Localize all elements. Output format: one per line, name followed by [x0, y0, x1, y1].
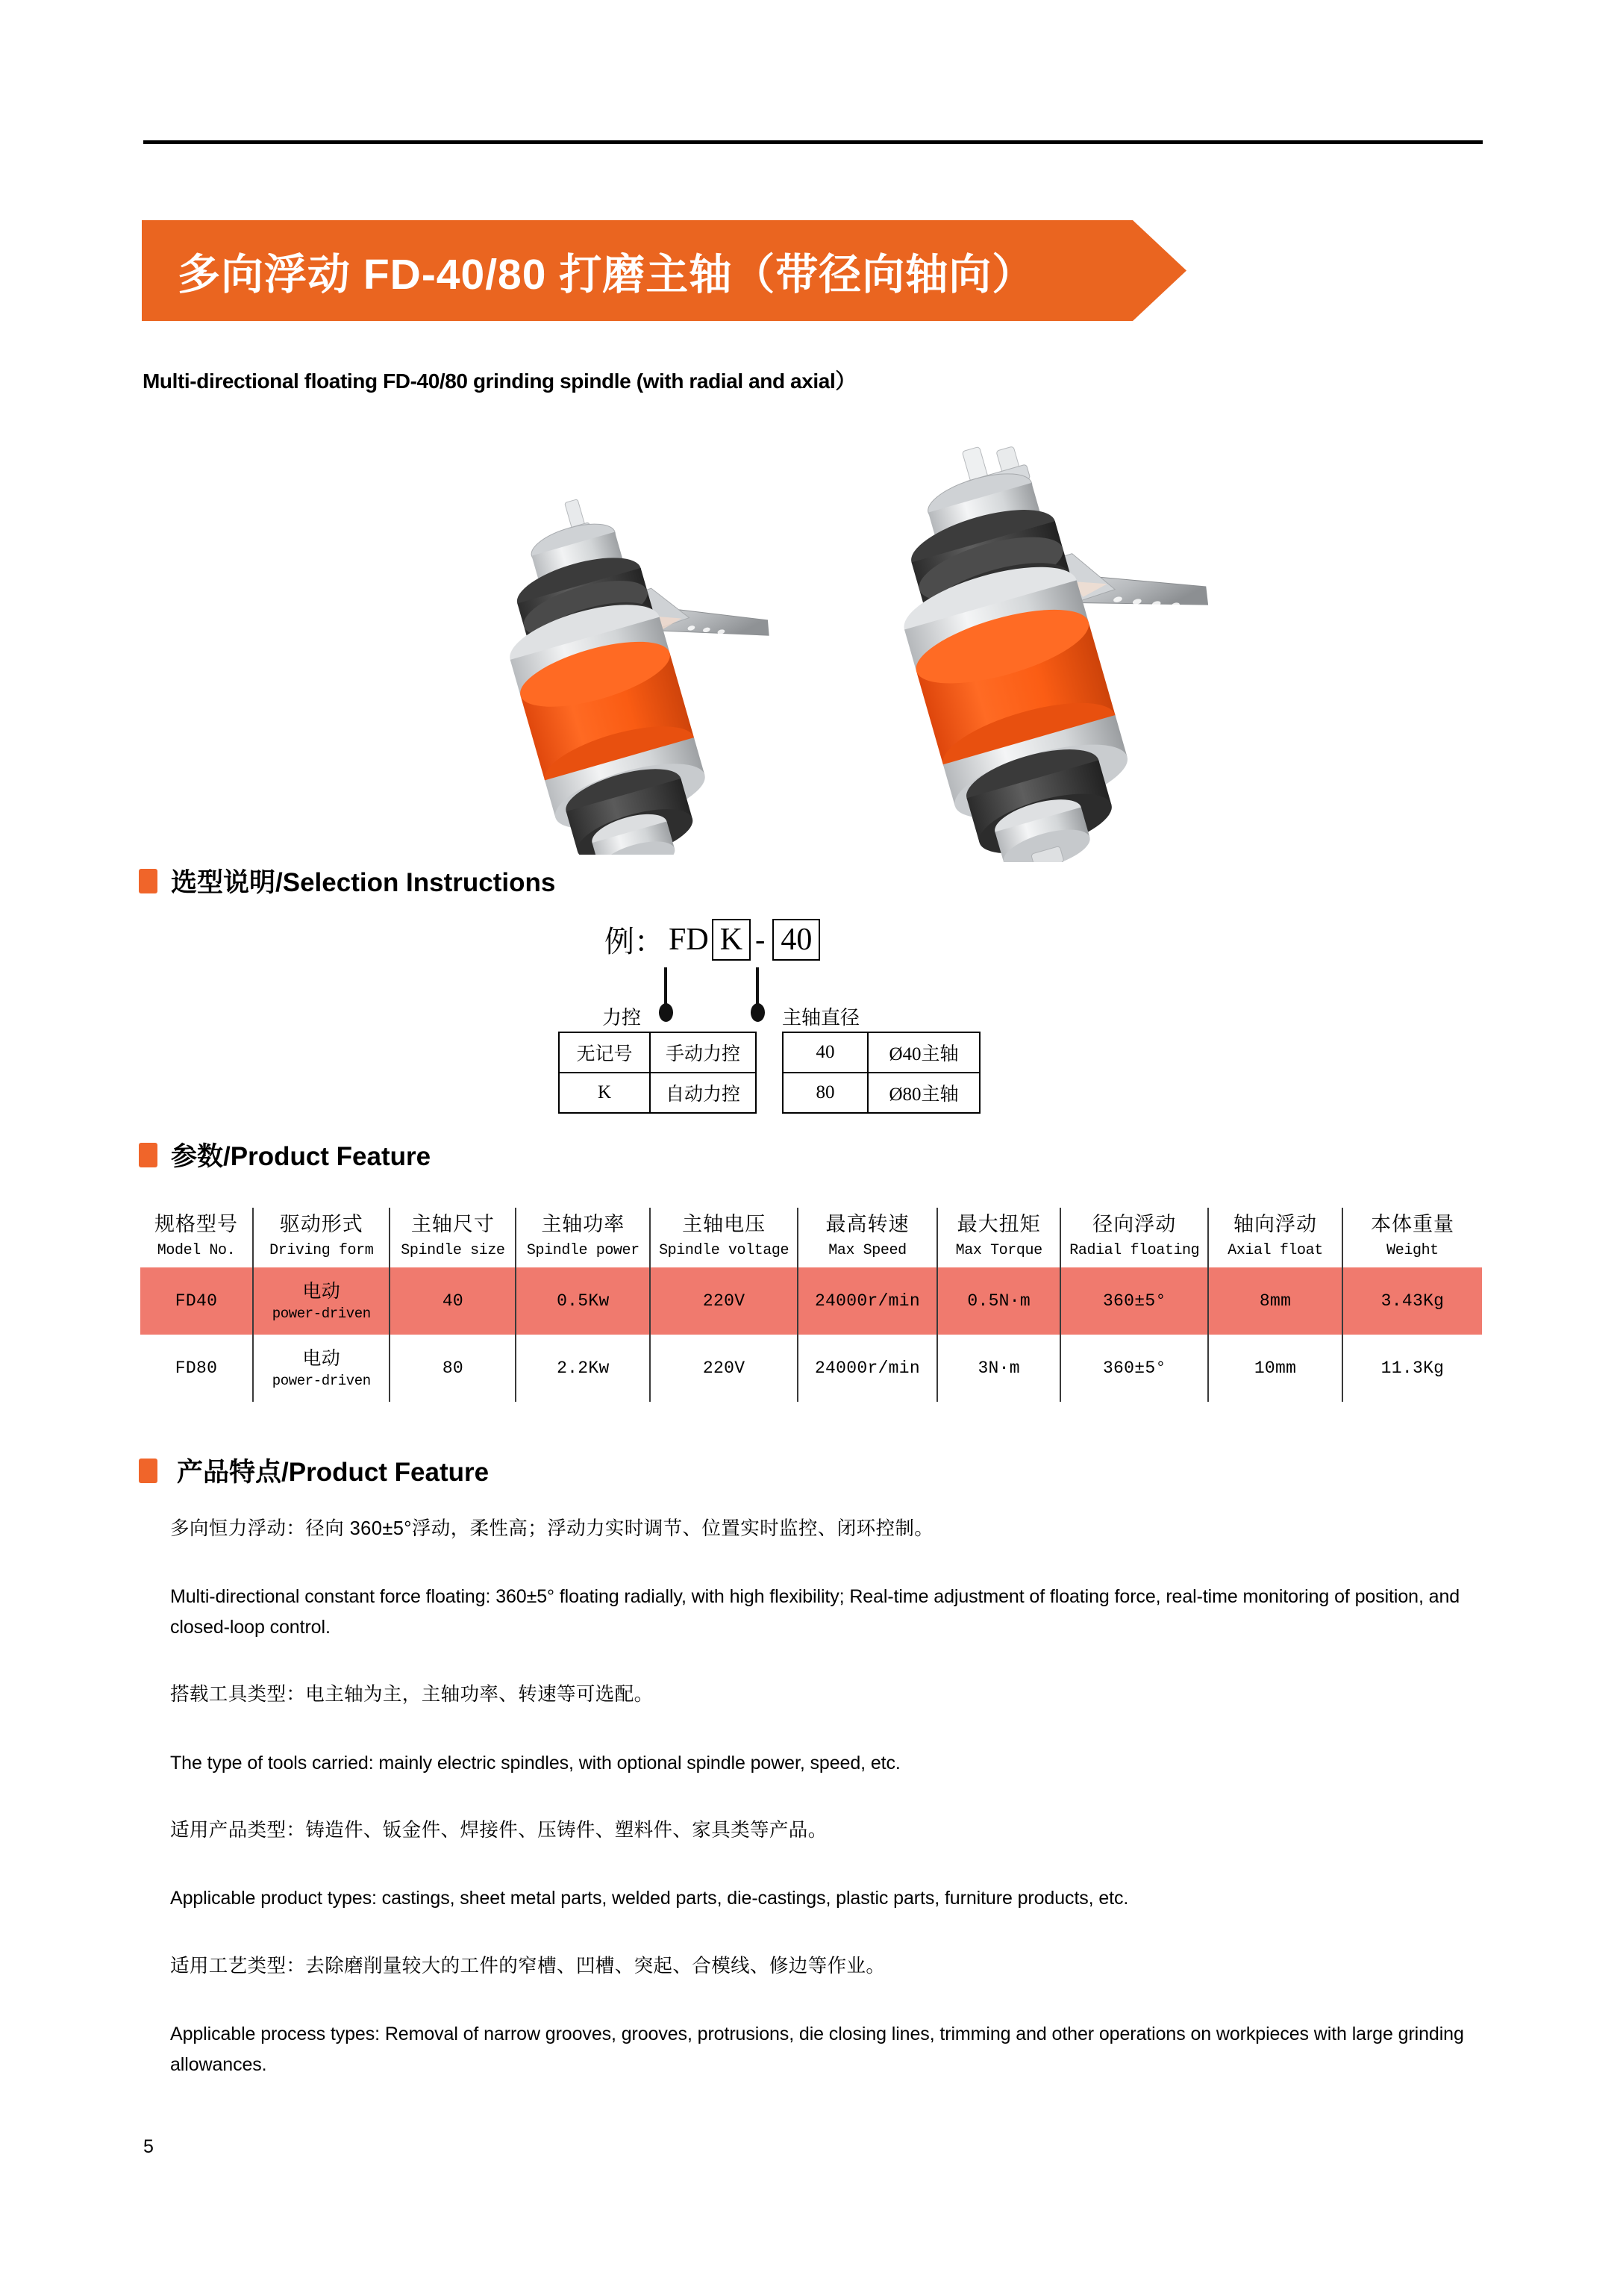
feature-paragraph-en-2: The type of tools carried: mainly electric spindles, with optional spindle power, speed, etc. — [170, 1752, 901, 1774]
section-heading-selection-label: 选型说明/Selection Instructions — [171, 868, 556, 897]
code-base: FD — [669, 922, 709, 957]
product-image-fd80 — [866, 429, 1254, 862]
col-header-radial-floating: 径向浮动 Radial floating — [1060, 1208, 1208, 1267]
cell-model: FD40 — [140, 1267, 253, 1335]
spindle-diameter-table — [782, 1032, 981, 1114]
cell-radial-floating: 360±5° — [1060, 1335, 1208, 1402]
leader-line-left — [664, 967, 667, 1006]
cell-max-speed: 24000r/min — [798, 1335, 937, 1402]
product-parameter-table — [140, 1208, 1482, 1402]
cell-code: 80 — [783, 1073, 868, 1113]
selection-code-diagram — [567, 918, 1060, 1120]
feature-paragraph-cn-4: 适用工艺类型：去除磨削量较大的工件的窄槽、凹槽、突起、合模线、修边等作业。 — [170, 1955, 886, 1977]
col-header-max-speed: 最高转速 Max Speed — [798, 1208, 937, 1267]
cell-meaning: Ø40主轴 — [868, 1032, 980, 1073]
force-control-table — [558, 1032, 757, 1114]
col-header-spindle-size: 主轴尺寸 Spindle size — [390, 1208, 516, 1267]
cell-weight: 11.3Kg — [1380, 1358, 1445, 1378]
leader-label-spindle-diameter: 主轴直径 — [782, 1007, 860, 1029]
cell-meaning: 手动力控 — [650, 1032, 756, 1073]
square-bullet-icon — [139, 1459, 157, 1483]
col-header-axial-float: 轴向浮动 Axial float — [1208, 1208, 1342, 1267]
section-heading-features-label: 产品特点/Product Feature — [177, 1458, 490, 1487]
feature-paragraph-en-1: Multi-directional constant force floating: 360±5° floating radially, with high flexibility; Real-time adjustment of floating force, real-time monitoring of position, and closed-loop control. — [170, 1586, 1460, 1638]
cell-meaning: Ø80主轴 — [868, 1073, 980, 1113]
cell-spindle-size: 40 — [390, 1267, 516, 1335]
cell-spindle-voltage: 220V — [650, 1267, 798, 1335]
cell-meaning: 自动力控 — [650, 1073, 756, 1113]
cell-model: FD80 — [140, 1335, 253, 1402]
example-prefix: 例： — [604, 925, 664, 958]
cell-spindle-power: 2.2Kw — [516, 1335, 650, 1402]
cell-max-speed: 24000r/min — [798, 1267, 937, 1335]
product-photos — [418, 407, 1351, 877]
col-header-model: 规格型号 Model No. — [140, 1208, 253, 1267]
cell-code: K — [559, 1073, 650, 1113]
leader-dot-left — [659, 1003, 673, 1022]
product-image-fd40 — [478, 481, 821, 855]
square-bullet-icon — [139, 1143, 157, 1167]
feature-paragraph-en-4: Applicable process types: Removal of narrow grooves, grooves, protrusions, die closing lines, trimming and other operations on workpieces with large grinding allowances. — [170, 2024, 1464, 2075]
table-row — [140, 1335, 1482, 1402]
cell-code: 无记号 — [559, 1032, 650, 1073]
cell-spindle-voltage: 220V — [650, 1335, 798, 1402]
table-row — [559, 1032, 756, 1073]
page-subtitle-english: Multi-directional floating FD-40/80 grinding spindle (with radial and axial） — [143, 369, 856, 393]
col-header-spindle-power: 主轴功率 Spindle power — [516, 1208, 650, 1267]
leader-label-force-control: 力控 — [602, 1007, 642, 1029]
cell-code: 40 — [783, 1032, 868, 1073]
code-box-number: 40 — [772, 919, 820, 961]
square-bullet-icon — [139, 869, 157, 893]
col-header-spindle-voltage: 主轴电压 Spindle voltage — [650, 1208, 798, 1267]
leader-line-right — [756, 967, 759, 1006]
cell-weight: 3.43Kg — [1342, 1267, 1482, 1335]
section-heading-selection — [139, 862, 555, 899]
page-number: 5 — [143, 2136, 154, 2157]
col-header-driving-form: 驱动形式 Driving form — [253, 1208, 390, 1267]
cell-axial-float: 8mm — [1208, 1267, 1342, 1335]
table-row — [140, 1267, 1482, 1335]
section-heading-parameters-label: 参数/Product Feature — [171, 1142, 431, 1171]
page-title: 多向浮动 FD-40/80 打磨主轴（带径向轴向） — [178, 250, 1036, 299]
col-header-max-torque: 最大扭矩 Max Torque — [937, 1208, 1060, 1267]
model-code-formula — [604, 918, 820, 961]
table-header-row — [140, 1208, 1482, 1267]
table-row — [783, 1073, 980, 1113]
feature-paragraph-cn-1: 多向恒力浮动：径向 360±5°浮动，柔性高；浮动力实时调节、位置实时监控、闭环控制。 — [170, 1518, 934, 1539]
cell-spindle-size: 80 — [390, 1335, 516, 1402]
section-heading-features — [139, 1452, 489, 1489]
cell-driving-form: 电动 power-driven — [253, 1335, 390, 1402]
section-heading-parameters — [139, 1136, 431, 1173]
col-header-weight: 本体重量 Weight — [1370, 1213, 1454, 1259]
cell-driving-form: 电动 power-driven — [253, 1267, 390, 1335]
table-row — [559, 1073, 756, 1113]
cell-max-torque: 3N·m — [937, 1335, 1060, 1402]
leader-dot-right — [751, 1003, 765, 1022]
cell-spindle-power: 0.5Kw — [516, 1267, 650, 1335]
feature-paragraph-cn-3: 适用产品类型：铸造件、钣金件、焊接件、压铸件、塑料件、家具类等产品。 — [170, 1820, 828, 1841]
cell-max-torque: 0.5N·m — [937, 1267, 1060, 1335]
feature-paragraphs — [170, 1514, 1485, 2117]
cell-axial-float: 10mm — [1208, 1335, 1342, 1402]
header-rule — [143, 140, 1483, 144]
feature-paragraph-en-3: Applicable product types: castings, sheet metal parts, welded parts, die-castings, plastic parts, furniture products, etc. — [170, 1888, 1129, 1909]
cell-radial-floating: 360±5° — [1060, 1267, 1208, 1335]
code-dash: - — [755, 923, 766, 956]
feature-paragraph-cn-2: 搭载工具类型：电主轴为主，主轴功率、转速等可选配。 — [170, 1684, 654, 1706]
table-row — [783, 1032, 980, 1073]
page-title-banner — [142, 220, 1186, 321]
code-box-letter: K — [712, 919, 751, 961]
